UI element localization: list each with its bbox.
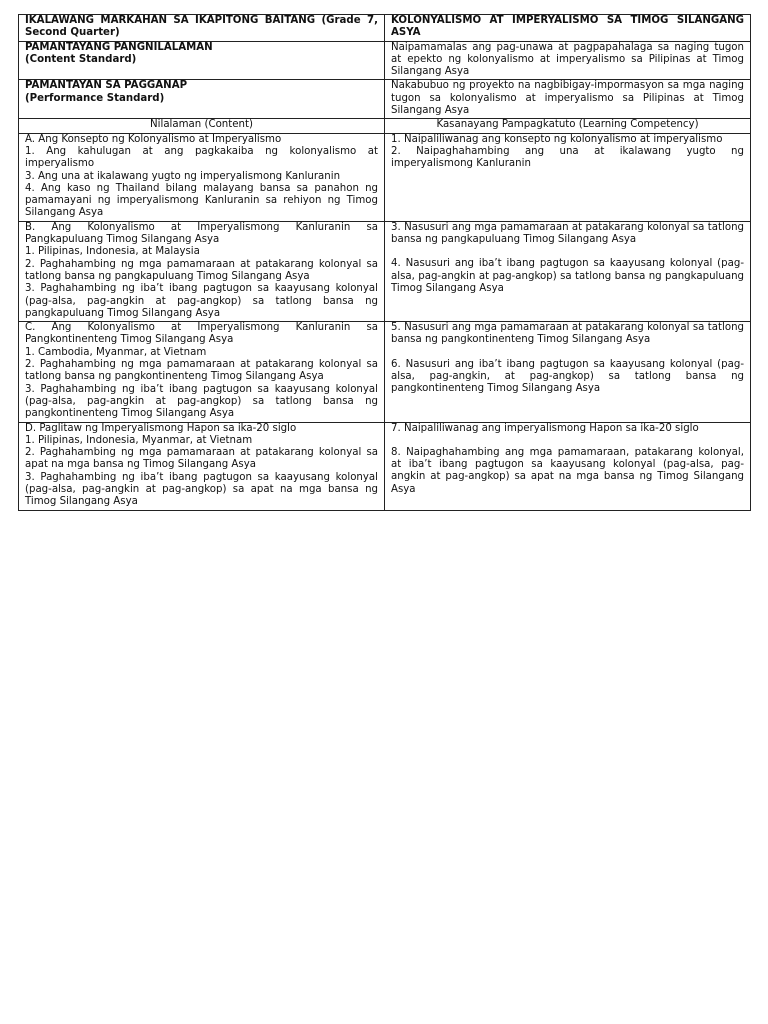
section-c-content (19, 322, 385, 422)
competency-4: 4. Nasusuri ang iba’t ibang pagtugon sa kaayusang kolonyal (pag-alsa, pag-angkin at pag-angkop) sa tatlong bansa ng pangkapuluang Timog Silangang Asya (391, 258, 744, 294)
section-d-item: 1. Pilipinas, Indonesia, Myanmar, at Vietnam (25, 434, 253, 446)
section-a-item: 1. Ang kahulugan at ang pagkakaiba ng kolonyalismo at imperyalismo (25, 145, 378, 170)
section-d-item: 3. Paghahambing ng iba’t ibang pagtugon sa kaayusang kolonyal (pag-alsa, pag-angkin at pag-angkop) sa apat na mga bansa ng Timog Silangang Asya (25, 471, 378, 508)
section-c-item: 1. Cambodia, Myanmar, at Vietnam (25, 346, 207, 358)
section-b-item: 3. Paghahambing ng iba’t ibang pagtugon sa kaayusang kolonyal (pag-alsa, pag-angkin at pag-angkop) sa tatlong bansa ng pangkapuluang Timog Silangang Asya (25, 283, 378, 319)
section-a-item: 3. Ang una at ikalawang yugto ng imperyalismong Kanluranin (25, 170, 341, 182)
column-header-row (19, 119, 751, 133)
curriculum-page (18, 14, 750, 511)
section-b-competencies (385, 221, 751, 321)
section-c-item: 3. Paghahambing ng iba’t ibang pagtugon sa kaayusang kolonyal (pag-alsa, pag-angkin at pag-angkop) sa tatlong bansa ng pangkontinenteng Timog Silangang Asya (25, 383, 378, 420)
section-d-competencies (385, 422, 751, 510)
content-column-header: Nilalaman (Content) (19, 119, 385, 133)
spacer (391, 347, 744, 359)
competency-2: 2. Naipaghahambing ang una at ikalawang yugto ng imperyalismong Kanluranin (391, 145, 744, 170)
section-row-d (19, 422, 751, 510)
section-row-c (19, 322, 751, 422)
section-d-item: 2. Paghahambing ng mga pamamaraan at patakarang kolonyal sa apat na mga bansa ng Timog Silangang Asya (25, 447, 378, 471)
section-c-heading: C. Ang Kolonyalismo at Imperyalismong Kanluranin sa Pangkontinenteng Timog Silangang Asya (25, 322, 378, 346)
section-d-content (19, 422, 385, 510)
quarter-title: IKALAWANG MARKAHAN SA IKAPITONG BAITANG (Grade 7, Second Quarter) (19, 15, 385, 42)
spacer (391, 246, 744, 258)
content-standard-sublabel: (Content Standard) (25, 53, 137, 65)
section-c-item: 2. Paghahambing ng mga pamamaraan at patakarang kolonyal sa tatlong bansa ng pangkontinenteng Timog Silangang Asya (25, 359, 378, 383)
performance-standard-text: Nakabubuo ng proyekto na nagbibigay-impormasyon sa mga naging tugon sa kolonyalismo at imperyalismo sa Pilipinas at Timog Silangang Asya (385, 80, 751, 119)
content-standard-label-cell (19, 41, 385, 80)
header-row (19, 15, 751, 42)
section-row-a (19, 133, 751, 221)
section-c-competencies (385, 322, 751, 422)
section-a-content (19, 133, 385, 221)
competency-7: 7. Naipaliliwanag ang imperyalismong Hapon sa ika-20 siglo (391, 422, 699, 434)
section-row-b (19, 221, 751, 321)
competency-6: 6. Nasusuri ang iba’t ibang pagtugon sa kaayusang kolonyal (pag-alsa, pag-angkin, at pag-angkop) sa tatlong bansa ng pangkontinenteng Timog Silangang Asya (391, 358, 744, 395)
content-standard-text: Naipamamalas ang pag-unawa at pagpapahalaga sa naging tugon at epekto ng kolonyalismo at imperyalismo sa Pilipinas at Timog Silangang Asya (385, 41, 751, 80)
competency-1: 1. Naipaliliwanag ang konsepto ng kolonyalismo at imperyalismo (391, 133, 723, 145)
section-d-heading: D. Paglitaw ng Imperyalismong Hapon sa ika-20 siglo (25, 422, 297, 434)
performance-standard-row (19, 80, 751, 119)
competency-5: 5. Nasusuri ang mga pamamaraan at patakarang kolonyal sa tatlong bansa ng pangkontinenteng Timog Silangang Asya (391, 322, 744, 346)
performance-standard-label-cell (19, 80, 385, 119)
content-standard-row (19, 41, 751, 80)
section-a-item: 4. Ang kaso ng Thailand bilang malayang bansa sa panahon ng pamamayani ng imperyalismong Kanluranin sa rehiyon ng Timog Silangang Asya (25, 182, 378, 219)
performance-standard-sublabel: (Performance Standard) (25, 92, 165, 104)
section-a-heading: A. Ang Konsepto ng Kolonyalismo at Imperyalismo (25, 133, 282, 145)
competency-3: 3. Nasusuri ang mga pamamaraan at patakarang kolonyal sa tatlong bansa ng pangkapuluang Timog Silangang Asya (391, 221, 744, 246)
spacer (391, 435, 744, 447)
section-b-item: 2. Paghahambing ng mga pamamaraan at patakarang kolonyal sa tatlong bansa ng pangkapuluang Timog Silangang Asya (25, 258, 378, 282)
section-a-competencies (385, 133, 751, 221)
section-b-item: 1. Pilipinas, Indonesia, at Malaysia (25, 246, 200, 258)
performance-standard-label: PAMANTAYAN SA PAGGANAP (25, 80, 188, 92)
competency-column-header: Kasanayang Pampagkatuto (Learning Competency) (385, 119, 751, 133)
content-standard-label: PAMANTAYANG PANGNILALAMAN (25, 41, 213, 53)
section-b-heading: B. Ang Kolonyalismo at Imperyalismong Kanluranin sa Pangkapuluang Timog Silangang Asya (25, 221, 378, 246)
competency-8: 8. Naipaghahambing ang mga pamamaraan, patakarang kolonyal, at iba’t ibang pagtugon sa kaayusang kolonyal (pag-alsa, pag-angkin at pag-angkop) sa apat na mga bansa ng Timog Silangang Asya (391, 446, 744, 495)
topic-title: KOLONYALISMO AT IMPERYALISMO SA TIMOG SILANGANG ASYA (385, 15, 751, 42)
section-b-content (19, 221, 385, 321)
curriculum-table (18, 14, 751, 511)
